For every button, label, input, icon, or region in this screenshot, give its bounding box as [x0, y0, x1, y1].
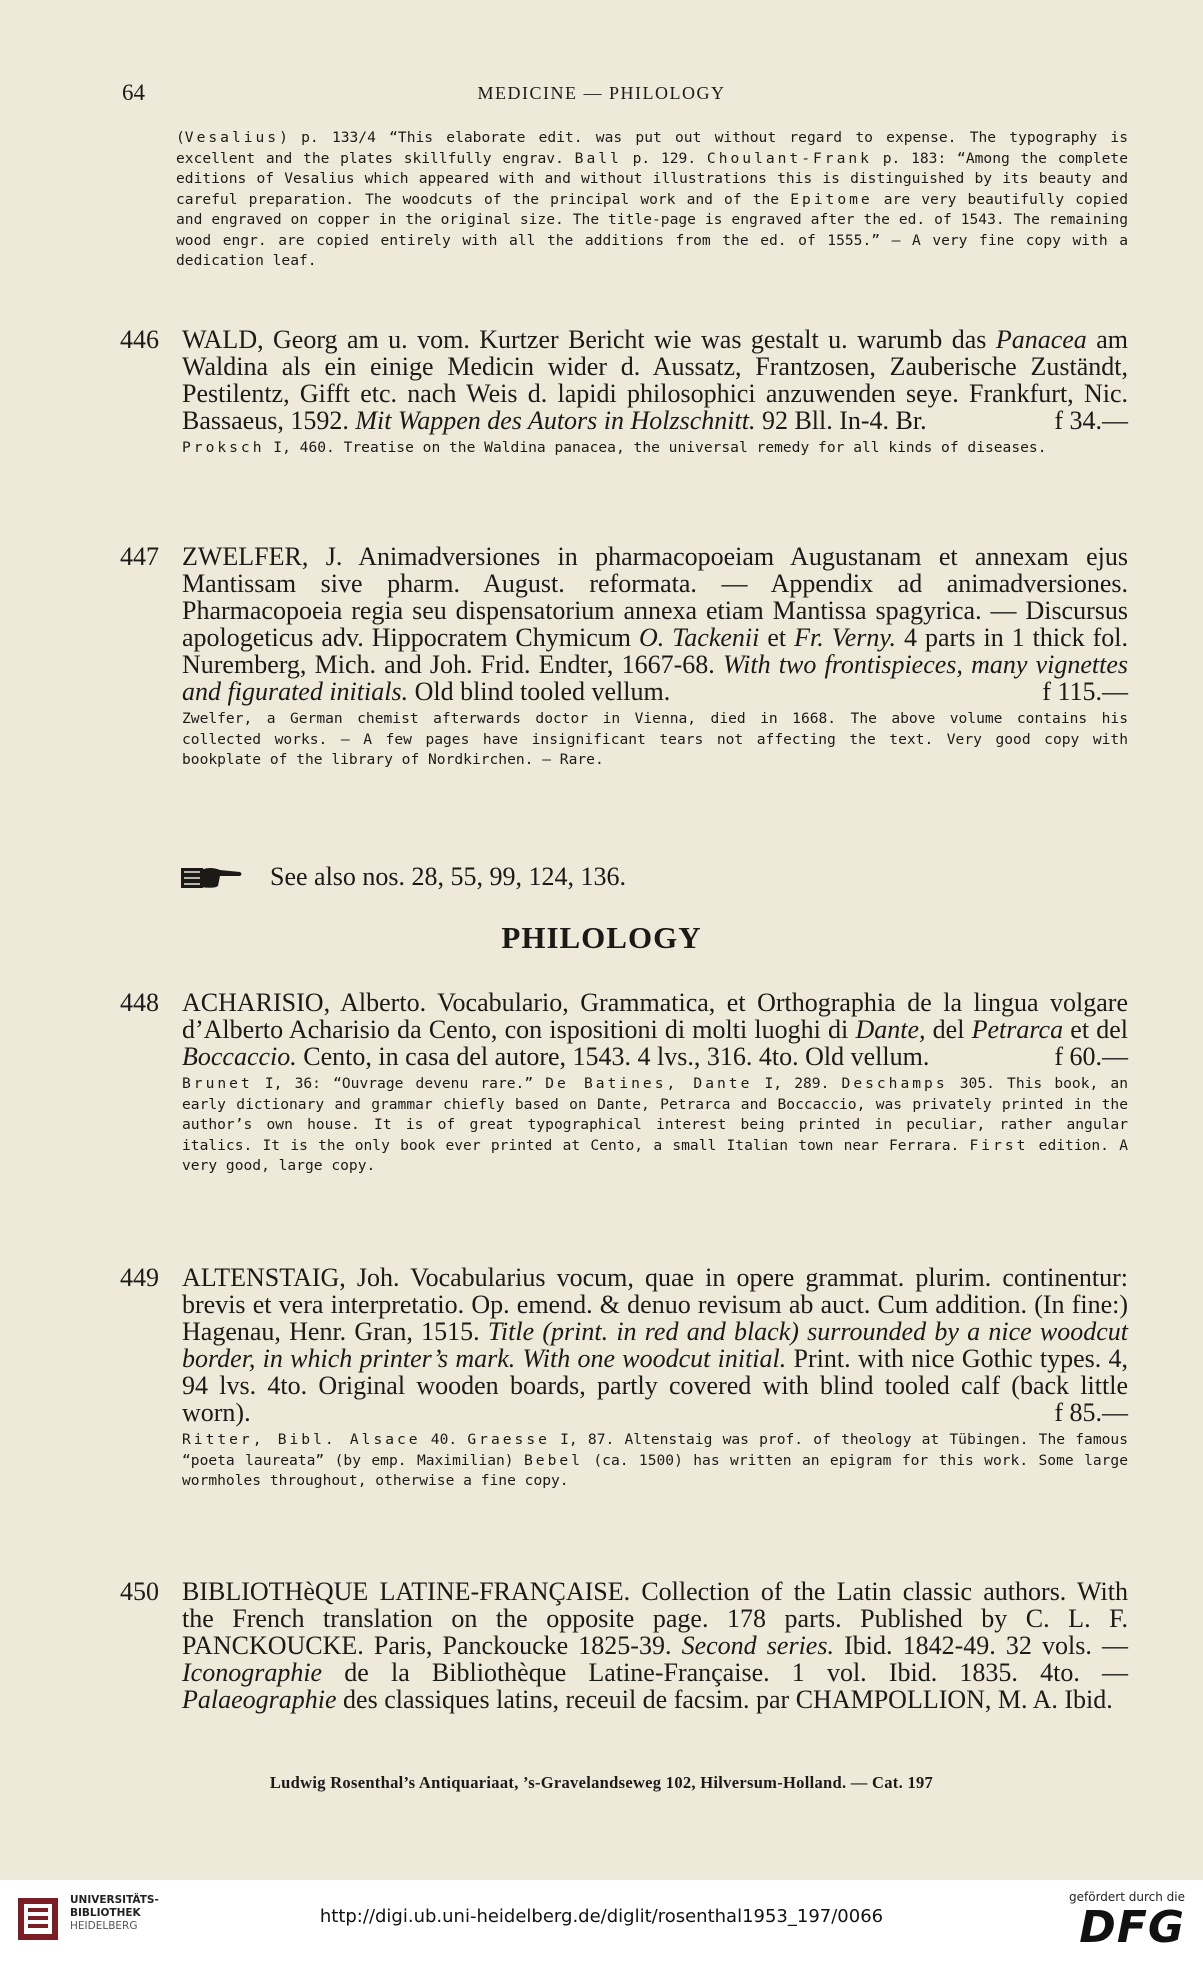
- entry-number: 447: [120, 542, 159, 571]
- page-number: 64: [122, 80, 145, 105]
- continuation-note: (Vesalius) p. 133/4 “This elaborate edit. was put out without regard to expense. The typography is excellent and the plates skillfully engrav. Ball p. 129. Choulant-Frank p. 183: “Among the complete editions of Vesalius which appeared with and without illustrations this is distinguished by its beauty and careful preparation. The woodcuts of the principal work and of the Epitome are very beautifully copied and engraved on copper in the original size. The title-page is engraved after the ed. of 1543. The remaining wood engr. are copied entirely with all the additions from the ed. of 1555.” — A very fine copy with a dedication leaf.: [176, 129, 1129, 269]
- entry-description: ALTENSTAIG, Joh. Vocabularius vocum, quae in opere grammat. plurim. continentur: brevis et vera interpretatio. Op. emend. & denuo revisum ab auct. Cum addition. (In fine:) Hagenau, Henr. Gran, 1515. Title (print. in red and black) surrounded by a nice woodcut border, in which printer’s mark. With one woodcut initial. Print. with nice Gothic types. 4, 94 lvs. 4to. Original wooden boards, partly covered with blind tooled calf (back little worn). f 85.—: [182, 1263, 1128, 1427]
- catalog-entry: [120, 989, 1128, 1177]
- pointing-hand-icon: [180, 862, 244, 892]
- entry-price: f 115.—: [1042, 677, 1128, 706]
- digitization-bar: [0, 1880, 1203, 1969]
- catalog-entry: [120, 543, 1128, 771]
- dfg-logo-text: DFG: [1079, 1902, 1185, 1953]
- entry-price: f 34.—: [1054, 406, 1128, 435]
- section-heading: PHILOLOGY: [501, 920, 702, 955]
- entry-price: f 85.—: [1054, 1398, 1128, 1427]
- entry-number: 448: [120, 988, 159, 1017]
- page-footer: Ludwig Rosenthal’s Antiquariaat, ’s-Gravelandseweg 102, Hilversum-Holland. — Cat. 197: [269, 1773, 934, 1792]
- entry-description: ZWELFER, J. Animadversiones in pharmacopoeiam Augustanam et annexam ejus Mantissam sive pharm. August. reformata. — Appendix ad animadversiones. Pharmacopoeia regia seu dispensatorium annexa etiam Mantissa spagyrica. — Discursus apologeticus adv. Hippocratem Chymicum O. Tackenii et Fr. Verny. 4 parts in 1 thick fol. Nuremberg, Mich. and Joh. Frid. Endter, 1667-68. With two frontispieces, many vignettes and figurated initials. Old blind tooled vellum. f 115.—: [182, 542, 1129, 706]
- entry-number: 446: [120, 325, 159, 354]
- entry-note: Ritter, Bibl. Alsace 40. Graesse I, 87. Altenstaig was prof. of theology at Tübingen. The famous “poeta laureata” (by emp. Maximilian) Bebel (ca. 1500) has written an epigram for this work. Some large wormholes throughout, otherwise a fine copy.: [182, 1431, 1129, 1489]
- funding-logo[interactable]: gefördert durch die DFG: [1069, 1890, 1185, 1953]
- catalog-entry: [120, 1264, 1128, 1492]
- catalog-entry: [120, 326, 1128, 459]
- entry-number: 450: [120, 1577, 159, 1606]
- running-title: MEDICINE — PHILOLOGY: [477, 83, 726, 103]
- see-also: [180, 857, 626, 897]
- entry-description: BIBLIOTHèQUE LATINE-FRANÇAISE. Collection of the Latin classic authors. With the French translation on the opposite page. 178 parts. Published by C. L. F. PANCKOUCKE. Paris, Panckoucke 1825-39. Second series. Ibid. 1842-49. 32 vols. — Iconographie de la Bibliothèque Latine-Française. 1 vol. Ibid. 1835. 4to. — Palaeographie des classiques latins, receuil de facsim. par CHAMPOLLION, M. A. Ibid.: [182, 1577, 1128, 1714]
- permalink-url[interactable]: http://digi.ub.uni-heidelberg.de/diglit/rosenthal1953_197/0066: [319, 1906, 884, 1927]
- entry-description: WALD, Georg am u. vom. Kurtzer Bericht wie was gestalt u. warumb das Panacea am Waldina als ein einige Medicin wider d. Aussatz, Frantzosen, Zauberische Zuständt, Pestilentz, Gifft etc. nach Weis d. lapidi philosophici anzuwenden seye. Frankfurt, Nic. Bassaeus, 1592. Mit Wappen des Autors in Holzschnitt. 92 Bll. In-4. Br. f 34.—: [182, 325, 1128, 435]
- page-header: [0, 80, 1203, 110]
- entry-note: Proksch I, 460. Treatise on the Waldina panacea, the universal remedy for all kinds of diseases.: [182, 439, 1047, 456]
- see-also-text: See also nos. 28, 55, 99, 124, 136.: [270, 862, 627, 891]
- entry-number: 449: [120, 1263, 159, 1292]
- library-logo[interactable]: UNIVERSITÄTS- BIBLIOTHEK HEIDELBERG: [16, 1894, 159, 1944]
- entry-description: ACHARISIO, Alberto. Vocabulario, Grammatica, et Orthographia de la lingua volgare d’Alberto Acharisio da Cento, con ispositioni di molti luoghi di Dante, del Petrarca et del Boccaccio. Cento, in casa del autore, 1543. 4 lvs., 316. 4to. Old vellum. f 60.—: [182, 988, 1128, 1071]
- entry-price: f 60.—: [1054, 1042, 1128, 1071]
- catalog-entry: [120, 1578, 1128, 1713]
- entry-note: Brunet I, 36: “Ouvrage devenu rare.” De Batines, Dante I, 289. Deschamps 305. This book, an early dictionary and grammar chiefly based on Dante, Petrarca and Boccaccio, was privately printed in the author’s own house. It is of great typographical interest being printed in peculiar, rather angular italics. It is the only book ever printed at Cento, a small Italian town near Ferrara. First edition. A very good, large copy.: [182, 1075, 1128, 1174]
- entry-note: Zwelfer, a German chemist afterwards doctor in Vienna, died in 1668. The above volume contains his collected works. — A few pages have insignificant tears not affecting the text. Very good copy with bookplate of the library of Nordkirchen. — Rare.: [182, 710, 1128, 768]
